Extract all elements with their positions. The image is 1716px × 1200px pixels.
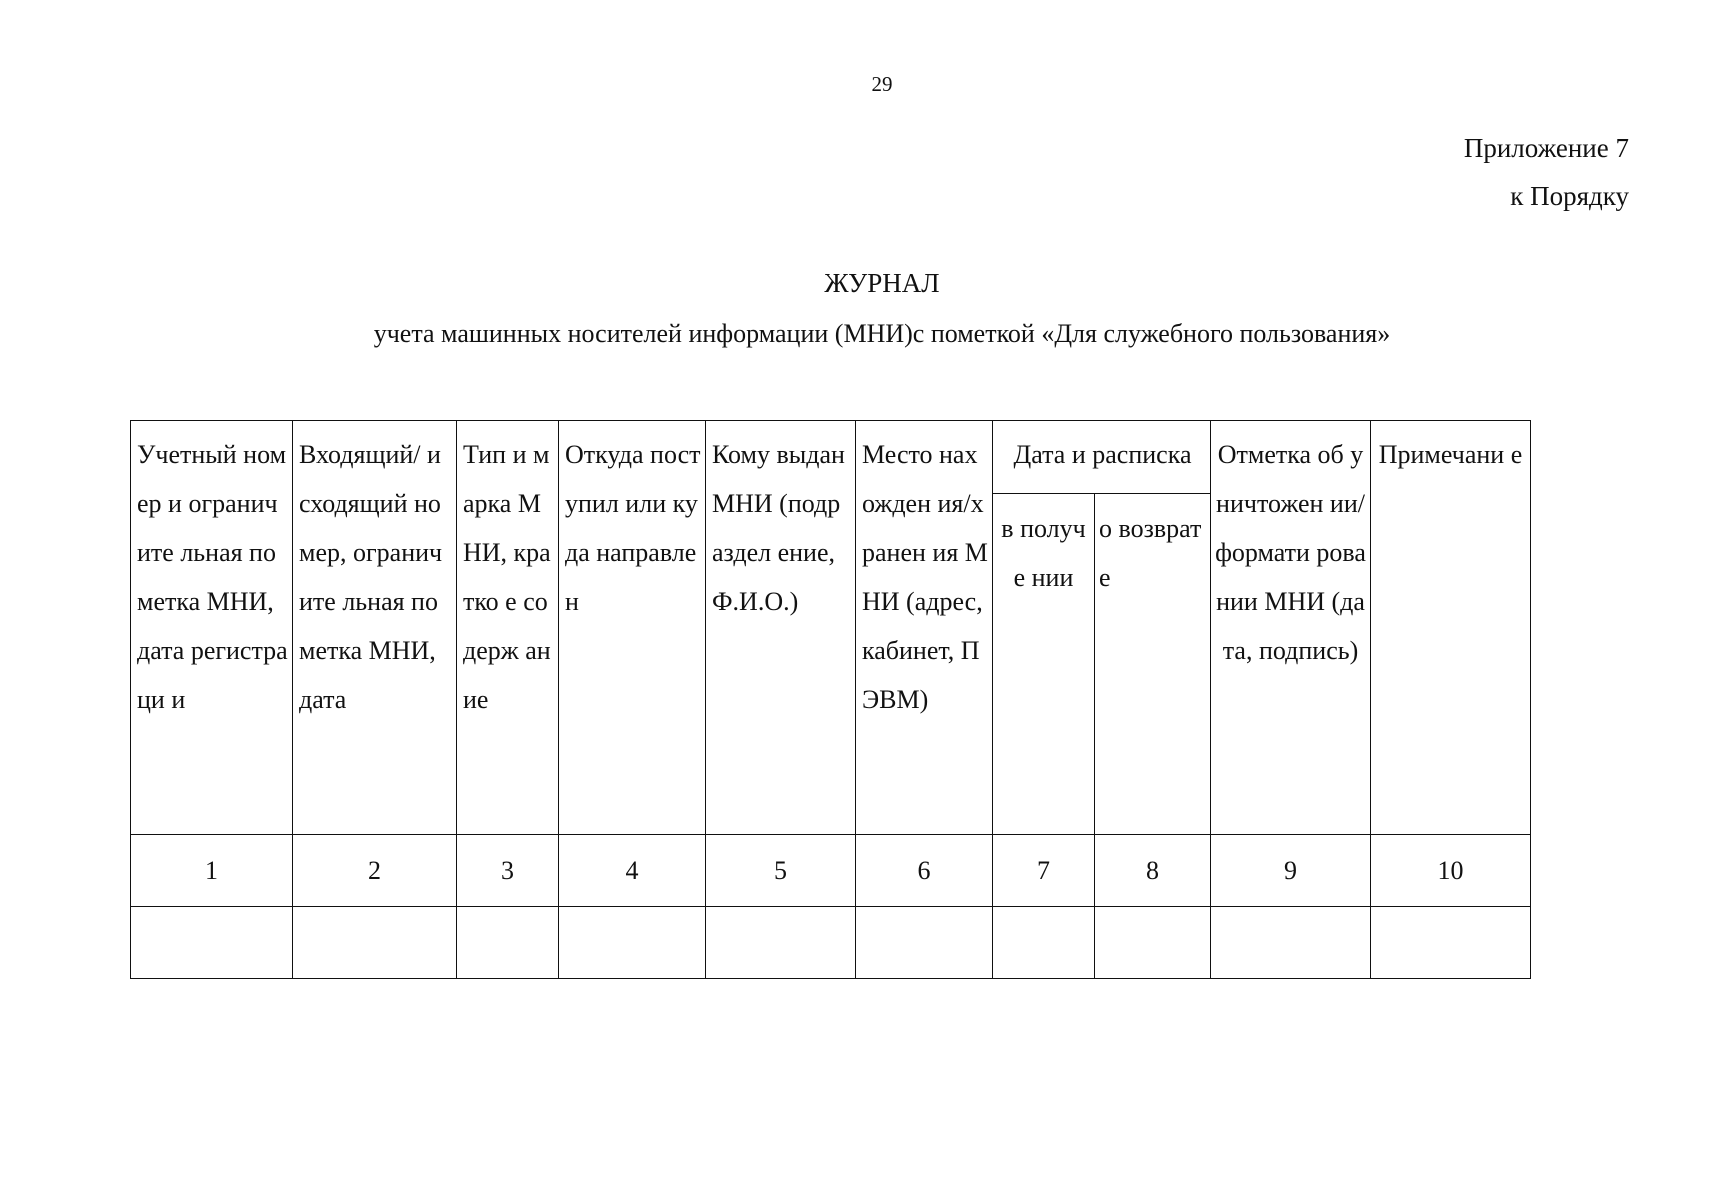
header-cell-2: [293, 421, 457, 835]
header-cell-5: [706, 421, 856, 835]
table-cell: [706, 907, 856, 979]
header-text-2: Входящий/ исходящий номер, ограничите льная пометка МНИ, дата: [299, 440, 443, 714]
header-text-8: о возврат е: [1099, 514, 1202, 592]
appendix-line-1: Приложение 7: [1463, 133, 1629, 163]
document-subtitle: учета машинных носителей информации (МНИ)с пометкой «Для служебного пользования»: [373, 319, 1391, 348]
header-text-1: Учетный номер и ограничите льная пометка МНИ, дата регистраци и: [137, 440, 288, 714]
header-text-4: Откуда поступил или куда направлен: [565, 440, 701, 616]
header-cell-1: [131, 421, 293, 835]
table-cell: [131, 907, 293, 979]
header-text-5: Кому выдан МНИ (подраздел ение, Ф.И.О.): [712, 440, 845, 616]
table-cell: [293, 907, 457, 979]
header-cell-10: [1371, 421, 1531, 835]
header-cell-9: [1211, 421, 1371, 835]
table-cell: [1095, 907, 1211, 979]
header-cell-7: [993, 494, 1095, 835]
column-number: 10: [1371, 835, 1531, 907]
header-row-top: [131, 421, 1531, 494]
header-text-10: Примечани е: [1378, 440, 1523, 469]
table-cell: [559, 907, 706, 979]
header-cell-4: [559, 421, 706, 835]
table-cell: [1371, 907, 1531, 979]
header-text-9: Отметка об уничтожен ии/формати ровании МНИ (дата, подпись): [1215, 440, 1366, 665]
table-row: [131, 907, 1531, 979]
column-number: 7: [993, 835, 1095, 907]
document-title: ЖУРНАЛ: [824, 268, 940, 298]
appendix-line-2: к Порядку: [1510, 181, 1629, 211]
header-group-text: Дата и расписка: [1013, 440, 1192, 469]
column-number-row: [131, 835, 1531, 907]
header-text-3: Тип и марка МНИ, кратко е содерж ание: [463, 440, 551, 714]
table-cell: [1211, 907, 1371, 979]
header-text-7: в получе нии: [1001, 514, 1086, 592]
column-number: 1: [131, 835, 293, 907]
appendix-note: [1464, 124, 1629, 220]
column-number: 3: [457, 835, 559, 907]
table-cell: [457, 907, 559, 979]
page-number: 29: [871, 72, 893, 96]
header-cell-8: [1095, 494, 1211, 835]
journal-table: [130, 420, 1531, 979]
column-number: 8: [1095, 835, 1211, 907]
header-cell-6: [856, 421, 993, 835]
column-number: 9: [1211, 835, 1371, 907]
column-number: 5: [706, 835, 856, 907]
header-cell-3: [457, 421, 559, 835]
table-cell: [856, 907, 993, 979]
header-text-6: Место нахожден ия/хранен ия МНИ (адрес, кабинет, ПЭВМ): [862, 440, 988, 714]
table-cell: [993, 907, 1095, 979]
column-number: 4: [559, 835, 706, 907]
header-group-date-receipt: [993, 421, 1211, 494]
column-number: 6: [856, 835, 993, 907]
column-number: 2: [293, 835, 457, 907]
